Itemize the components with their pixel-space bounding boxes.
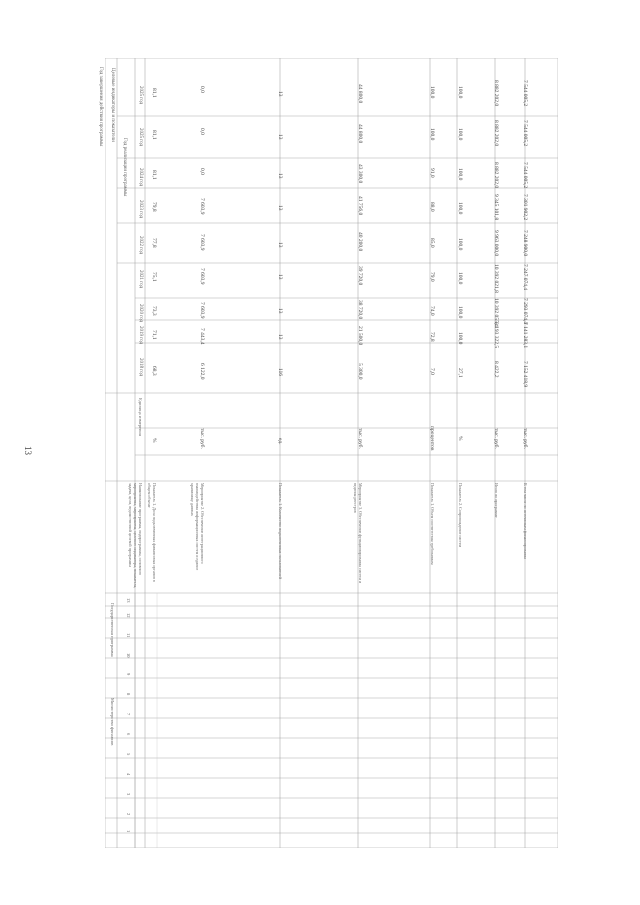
row-name: Показатель 2. Сопровождение систем	[458, 483, 463, 548]
row-value: 100,0	[457, 202, 463, 215]
row-value: 71,1	[151, 330, 157, 340]
row-unit: тыс. руб.	[357, 428, 363, 449]
row-value: 79,0	[429, 272, 435, 282]
column-number: 10	[126, 653, 131, 658]
column-number: 1	[126, 830, 131, 833]
row-value: 6 122,0	[199, 363, 205, 380]
column-number: 7	[126, 713, 131, 716]
row-value: 72,8	[429, 332, 435, 342]
row-unit: %	[151, 438, 157, 443]
row-value: 7 293 074,4	[522, 298, 528, 325]
row-value: 38 720,0	[357, 300, 363, 320]
row-value: 73,3	[151, 306, 157, 316]
row-completion: 8 882 202,0	[493, 80, 499, 107]
row-value: 74,0	[429, 306, 435, 316]
row-value: 7 247 074,4	[522, 264, 528, 291]
row-unit: процентов	[429, 426, 435, 451]
header-year-2019: 2019 год	[138, 326, 143, 345]
row-name: Показатель 1. Объем соответствия требованиям	[430, 483, 435, 565]
header-year-2021: 2021 год	[138, 270, 143, 289]
column-number: 11	[126, 633, 131, 638]
header-year-2022: 2022 год	[138, 236, 143, 255]
row-value: 7 152 418,9	[522, 361, 528, 388]
table-grid	[105, 58, 558, 848]
row-value: 7 443,4	[199, 328, 205, 345]
header-year-2024: 2024 год	[138, 168, 143, 187]
row-value: 13	[277, 205, 283, 211]
row-completion: 81,1	[151, 88, 157, 98]
row-value: 7 603,9	[199, 198, 205, 215]
row-value: 0,0	[199, 168, 205, 175]
column-number: 8	[126, 693, 131, 696]
column-number: 13	[126, 598, 131, 603]
row-value: 7 301 902,2	[522, 194, 528, 221]
row-value: 13	[277, 242, 283, 248]
header-year-2025: 2025 год	[138, 128, 143, 147]
row-value: 75,1	[151, 272, 157, 282]
row-value: 41 756,0	[357, 196, 363, 216]
row-value: 88,0	[429, 202, 435, 212]
header-ministry: Министерство финансов	[110, 698, 115, 746]
row-value: 39 720,0	[357, 266, 363, 286]
row-value: 44 800,0	[357, 124, 363, 144]
row-completion: 0,0	[199, 86, 205, 93]
header-name: Наименование программы, подпрограммы, основного мероприятия, мероприятия, целевого индикатора, показателя, задачи, цели, ведомственной целевой программы	[128, 483, 143, 589]
row-value: 13	[277, 334, 283, 340]
row-value: 100,0	[457, 238, 463, 251]
row-name: Мероприятие 3. Обеспечение функционирования систем и ведения реестров	[353, 483, 363, 584]
row-value: 7 248 900,0	[522, 230, 528, 257]
column-number: 3	[126, 793, 131, 796]
row-value: 91,0	[429, 168, 435, 178]
row-completion: 7 544 005,2	[522, 80, 528, 107]
header-targets: Целевые индикаторы и показатели	[110, 68, 115, 142]
header-years: Год реализации программы	[122, 138, 127, 197]
column-number: 6	[126, 733, 131, 736]
row-value: 13	[277, 134, 283, 140]
row-completion: 100,0	[429, 86, 435, 99]
rotated-table-sheet	[98, 58, 558, 848]
row-completion: 44 800,0	[357, 84, 363, 104]
header-program: Государственная программа	[110, 603, 115, 657]
header-completion-value: 2025 год	[138, 86, 143, 105]
row-value: 0,0	[199, 128, 205, 135]
row-value: 7 603,9	[199, 234, 205, 251]
row-value: 85,0	[429, 238, 435, 248]
row-value: 100,0	[457, 332, 463, 345]
column-number: 2	[126, 813, 131, 816]
column-number: 4	[126, 773, 131, 776]
header-completion: Год завершения действия программы	[98, 67, 103, 147]
row-value: 100,0	[457, 168, 463, 181]
row-value: 8 193 322,5	[493, 322, 499, 349]
row-value: 40 200,0	[357, 232, 363, 252]
page-number: 13	[23, 446, 33, 455]
row-unit: %	[457, 436, 463, 441]
row-value: 81,1	[151, 170, 157, 180]
header-year-2023: 2023 год	[138, 200, 143, 219]
row-value: 7 603,9	[199, 268, 205, 285]
row-completion: 13	[277, 91, 283, 97]
row-value: 7 544 005,2	[522, 162, 528, 189]
row-value: 8 422,2	[493, 361, 499, 378]
row-value: 100,0	[457, 306, 463, 319]
row-value: 81,1	[151, 130, 157, 140]
row-value: 7 544 005,2	[522, 120, 528, 147]
row-value: 7 603,9	[199, 302, 205, 319]
row-name: Мероприятие 2. Обеспечение интеграционного взаимодействия информационных систем и единое хранилище данных	[190, 483, 205, 571]
header-unit: Единица измерения	[138, 398, 143, 436]
header-year-2018: 2018 год	[138, 358, 143, 377]
row-value: 100,0	[457, 128, 463, 141]
row-unit: тыс. руб.	[199, 428, 205, 449]
row-completion: 100,0	[457, 86, 463, 99]
row-value: 43 300,0	[357, 164, 363, 184]
row-value: 27,1	[457, 368, 463, 378]
row-value: 116	[277, 368, 283, 377]
row-value: 7 141 283,1	[522, 322, 528, 349]
column-number: 12	[126, 613, 131, 618]
column-number: 9	[126, 673, 131, 676]
header-year-2020: 2020 год	[138, 304, 143, 323]
row-name: Итого по программе	[494, 483, 499, 518]
row-value: 9 963 000,0	[493, 230, 499, 257]
row-value: 100,0	[457, 272, 463, 285]
row-value: 13	[277, 308, 283, 314]
row-value: 13	[277, 274, 283, 280]
row-value: 10 392 021,8	[493, 264, 499, 293]
row-value: 77,8	[151, 238, 157, 248]
row-name: В том числе по источникам финансирования	[523, 483, 528, 560]
row-value: 68,3	[151, 366, 157, 376]
row-value: 7,0	[429, 368, 435, 375]
row-unit: тыс. руб.	[522, 428, 528, 449]
column-number: 5	[126, 753, 131, 756]
row-name: Показатель 1. Количество подключенных пользователей	[278, 483, 283, 579]
row-value: 5 300,0	[357, 363, 363, 380]
row-unit: ед.	[277, 438, 283, 445]
row-value: 79,8	[151, 202, 157, 212]
row-value: 13	[277, 173, 283, 179]
row-value: 8 882 202,0	[493, 162, 499, 189]
row-unit: тыс. руб.	[493, 428, 499, 449]
row-value: 8 882 202,0	[493, 120, 499, 147]
row-value: 21 500,0	[357, 326, 363, 346]
row-value: 100,0	[429, 128, 435, 141]
row-value: 10 392 055,4	[493, 298, 499, 327]
row-name: Показатель 1. Доля подключенных финансовых органов в общем объеме	[147, 483, 157, 582]
row-value: 9 345 101,8	[493, 194, 499, 221]
